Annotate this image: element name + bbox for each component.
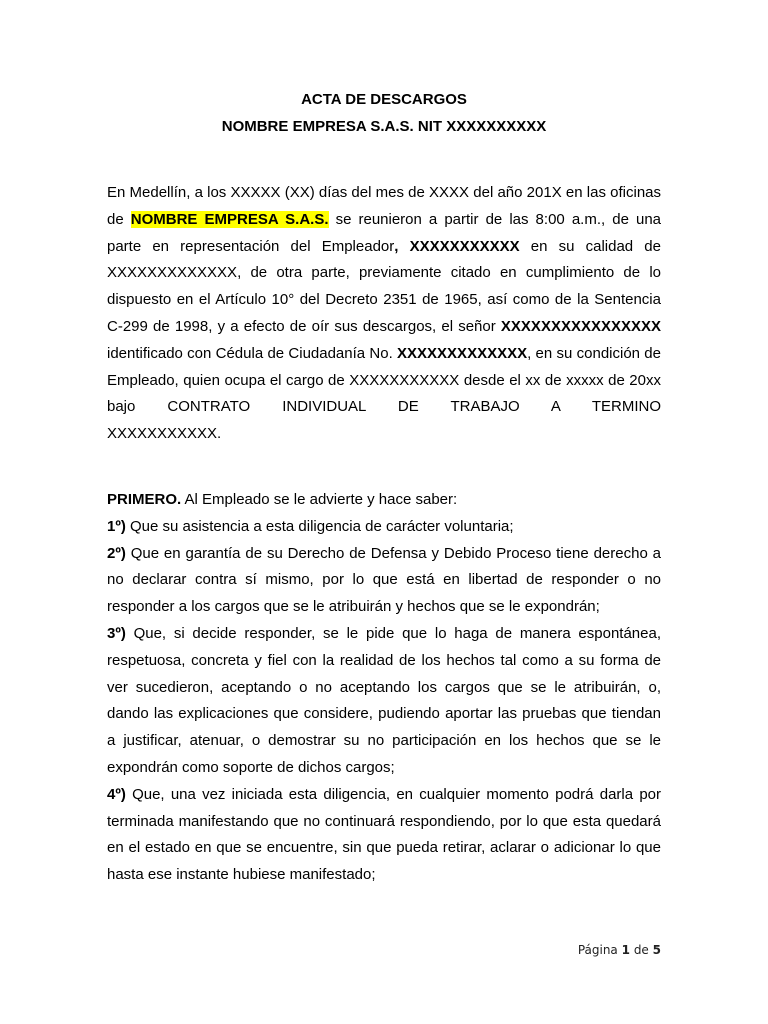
- employer-representative: , XXXXXXXXXXX: [394, 237, 520, 255]
- company-name-highlight: NOMBRE EMPRESA S.A.S.: [130, 210, 329, 228]
- page-number-footer: Página 1 de 5: [577, 943, 661, 957]
- employee-name: XXXXXXXXXXXXXXXX: [500, 317, 661, 335]
- cedula-number: XXXXXXXXXXXXX: [397, 344, 528, 362]
- document-subtitle: NOMBRE EMPRESA S.A.S. NIT XXXXXXXXXX: [221, 118, 547, 135]
- primero-section: [107, 487, 661, 889]
- list-item: 4º) Que, una vez iniciada esta diligencia, en cualquier momento podrá darla por terminada manifestando que no continuará respondiendo, por lo que esta quedará en el estado en que se encuentre, sin que pueda retirar, aclarar o adicionar lo que hasta ese instante hubiese manifestado;: [107, 785, 661, 884]
- document-title: ACTA DE DESCARGOS: [301, 91, 467, 108]
- intro-paragraph: En Medellín, a los XXXXX (XX) días del mes de XXXX del año 201X en las oficinas de NOMBRE EMPRESA S.A.S. se reunieron a partir de las 8:00 a.m., de una parte en representación del Empleador, XXXXXXXXXXX en su calidad de XXXXXXXXXXXXX, de otra parte, previamente citado en cumplimiento de lo dispuesto en el Artículo 10° del Decreto 2351 de 1965, así como de la Sentencia C-299 de 1998, y a efecto de oír sus descargos, el señor XXXXXXXXXXXXXXXX identificado con Cédula de Ciudadanía No. XXXXXXXXXXXXX, en su condición de Empleado, quien ocupa el cargo de XXXXXXXXXXX desde el xx de xxxxx de 20xx bajo CONTRATO INDIVIDUAL DE TRABAJO A TERMINO XXXXXXXXXXX.: [107, 180, 661, 448]
- list-item: 1º) Que su asistencia a esta diligencia de carácter voluntaria;: [107, 517, 514, 535]
- list-item: 2º) Que en garantía de su Derecho de Defensa y Debido Proceso tiene derecho a no declarar contra sí mismo, por lo que está en libertad de responder o no responder a los cargos que se le atribuirán y hechos que se le expondrán;: [107, 544, 661, 616]
- intro-last-line: XXXXXXXXXXX.: [107, 425, 222, 443]
- primero-heading: PRIMERO. Al Empleado se le advierte y hace saber:: [107, 491, 458, 508]
- list-item: 3º) Que, si decide responder, se le pide que lo haga de manera espontánea, respetuosa, concreta y fiel con la realidad de los hechos tal como a su forma de ver sucedieron, aceptando o no aceptando los cargos que se le atribuirán, o, dando las explicaciones que considere, pudiendo aportar las pruebas que tiendan a justificar, atenuar, o demostrar su no participación en los hechos que se le expondrán como soporte de dichos cargos;: [107, 624, 661, 776]
